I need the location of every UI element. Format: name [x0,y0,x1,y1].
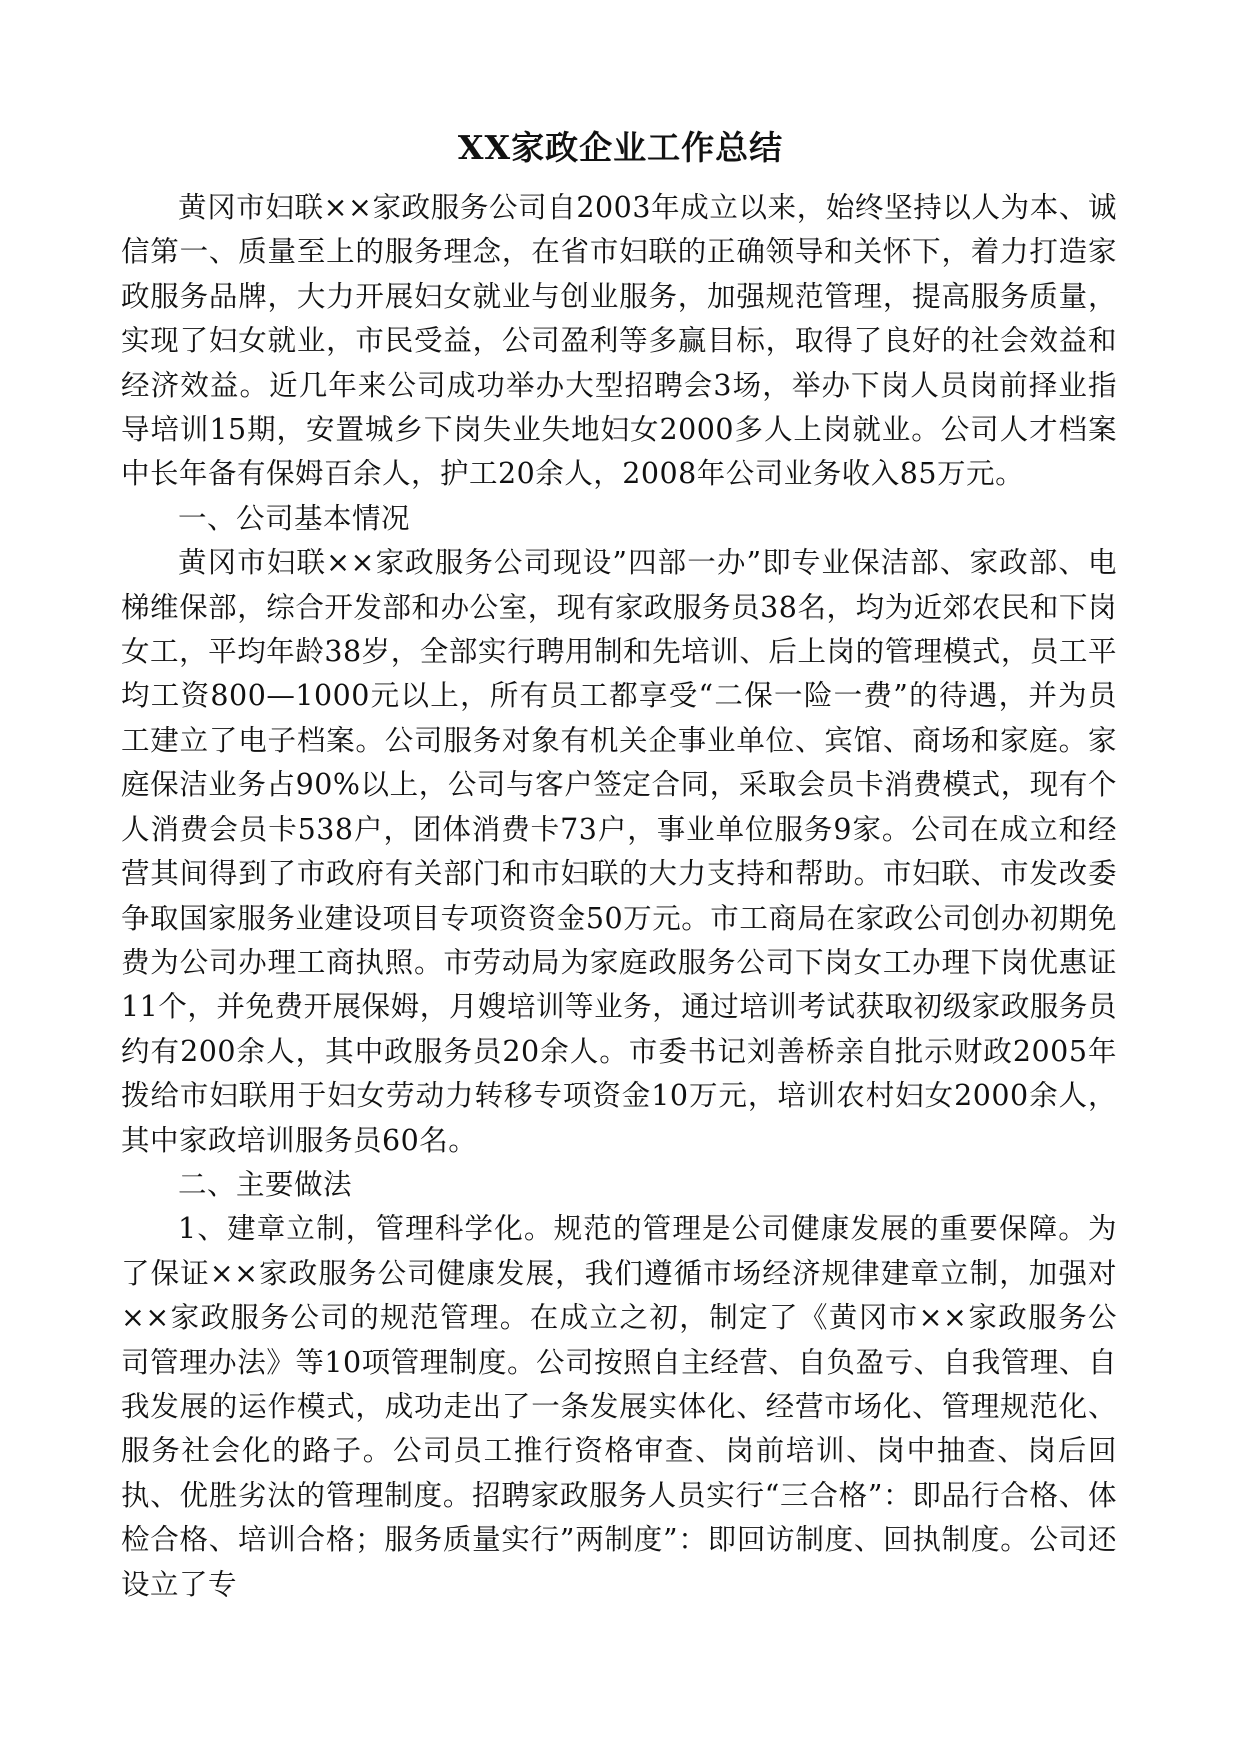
main-practices-paragraph: 1、建章立制，管理科学化。规范的管理是公司健康发展的重要保障。为了保证××家政服务公司健康发展，我们遵循市场经济规律建章立制，加强对××家政服务公司的规范管理。在成立之初，制定了《黄冈市××家政服务公司管理办法》等10项管理制度。公司按照自主经营、自负盈亏、自我管理、自我发展的运作模式，成功走出了一条发展实体化、经营市场化、管理规范化、服务社会化的路子。公司员工推行资格审查、岗前培训、岗中抽查、岗后回执、优胜劣汰的管理制度。招聘家政服务人员实行“三合格”：即品行合格、体检合格、培训合格；服务质量实行”两制度”：即回访制度、回执制度。公司还设立了专 [121,1212,1117,1601]
document-title: XX家政企业工作总结 [457,128,784,167]
document-body [121,186,1117,1607]
section-heading-basic-info: 一、公司基本情况 [178,501,411,535]
basic-info-paragraph: 黄冈市妇联××家政服务公司现设”四部一办”即专业保洁部、家政部、电梯维保部，综合开发部和办公室，现有家政服务员38名，均为近郊农民和下岗女工，平均年龄38岁，全部实行聘用制和先培训、后上岗的管理模式，员工平均工资800—1000元以上，所有员工都享受“二保一险一费”的待遇，并为员工建立了电子档案。公司服务对象有机关企事业单位、宾馆、商场和家庭。家庭保洁业务占90%以上，公司与客户签定合同，采取会员卡消费模式，现有个人消费会员卡538户，团体消费卡73户，事业单位服务9家。公司在成立和经营其间得到了市政府有关部门和市妇联的大力支持和帮助。市妇联、市发改委争取国家服务业建设项目专项资资金50万元。市工商局在家政公司创办初期免费为公司办理工商执照。市劳动局为家庭政服务公司下岗女工办理下岗优惠证11个，并免费开展保姆，月嫂培训等业务，通过培训考试获取初级家政服务员约有200余人，其中政服务员20余人。市委书记刘善桥亲自批示财政2005年拨给市妇联用于妇女劳动力转移专项资金10万元，培训农村妇女2000余人，其中家政培训服务员60名。 [121,546,1117,1157]
intro-paragraph: 黄冈市妇联××家政服务公司自2003年成立以来，始终坚持以人为本、诚信第一、质量至上的服务理念，在省市妇联的正确领导和关怀下，着力打造家政服务品牌，大力开展妇女就业与创业服务，加强规范管理，提高服务质量，实现了妇女就业，市民受益，公司盈利等多赢目标，取得了良好的社会效益和经济效益。近几年来公司成功举办大型招聘会3场，举办下岗人员岗前择业指导培训15期，安置城乡下岗失业失地妇女2000多人上岗就业。公司人才档案中长年备有保姆百余人，护工20余人，2008年公司业务收入85万元。 [121,191,1117,491]
section-heading-main-practices: 二、主要做法 [178,1167,353,1201]
